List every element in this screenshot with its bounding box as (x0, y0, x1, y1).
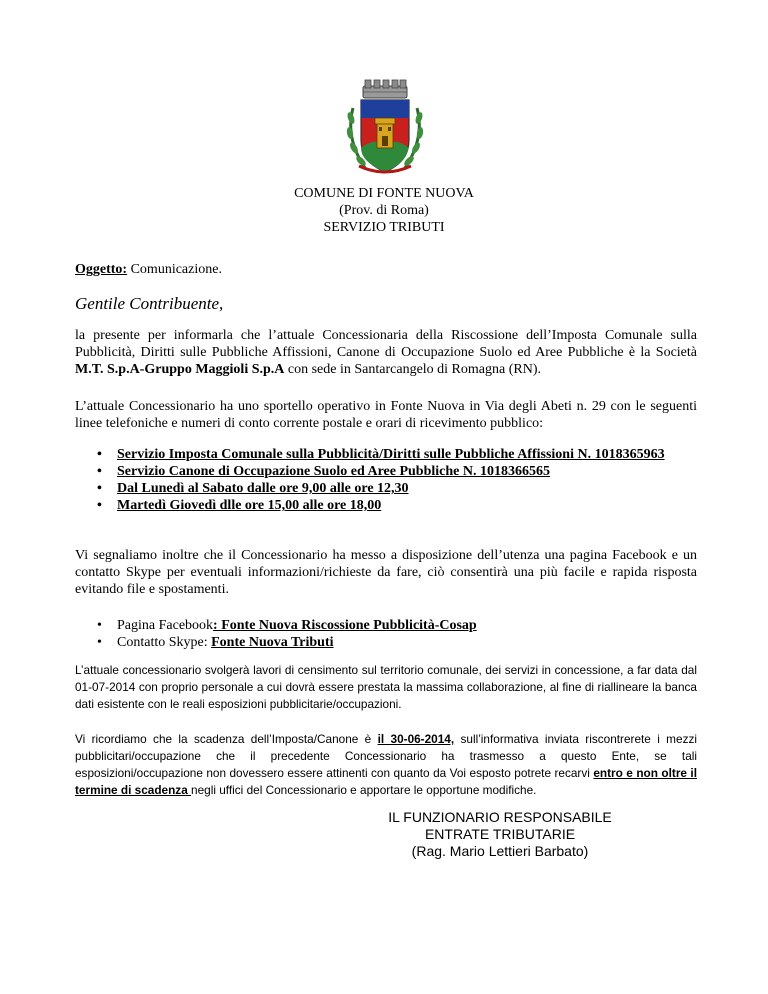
paragraph-concessionaire (75, 327, 697, 378)
subject-label: Oggetto: (75, 262, 128, 277)
bullet-icon: • (97, 464, 102, 479)
department-name: SERVIZIO TRIBUTI (323, 220, 445, 235)
list-item (75, 497, 675, 514)
greeting: Gentile Contribuente, (75, 294, 224, 313)
list-item-text: Servizio Canone di Occupazione Suolo ed Aree Pubbliche N. 1018366565 (117, 464, 550, 479)
bullet-icon: • (97, 635, 102, 650)
municipal-crest-logo (343, 78, 427, 178)
shield-icon (361, 100, 409, 172)
list-item-skype (75, 634, 575, 651)
paragraph-social: Vi segnaliamo inoltre che il Concessionario ha messo a disposizione dell’utenza una pagina Facebook e un contatto Skype per eventuali informazioni/richieste da fare, ciò consentirà una più facile e rapida risposta evitando file e spostamenti. (75, 548, 697, 597)
bullet-icon: • (97, 481, 102, 496)
list-item (75, 446, 675, 463)
paragraph-text: la presente per informarla che l’attuale Concessionaria della Riscossione dell’Imposta Comunale sulla Pubblicità, Diritti sulle Pubbliche Affissioni, Canone di Occupazione Suolo ed Aree Pubbliche è la Società (75, 328, 697, 360)
paragraph-text: negli uffici del Concessionario e apportare le opportune modifiche. (191, 783, 537, 797)
facebook-page-link[interactable]: : Fonte Nuova Riscossione Pubblicità-Cosap (213, 618, 477, 633)
province-name: (Prov. di Roma) (339, 203, 429, 218)
bullet-icon: • (97, 447, 102, 462)
paragraph-text: Vi ricordiamo che la scadenza dell’Imposta/Canone è (75, 732, 378, 746)
facebook-label: Pagina Facebook (117, 618, 214, 633)
bullet-icon: • (97, 498, 102, 513)
paragraph-text: sull’informativa inviata riscontrerete i mezzi pubblicitari/occupazione che il precedente Concessionario ha trasmesso a questo Ente, se tali esposizioni/occupazione non dovessero essere attinenti con quanto da Voi esposto potrete recarvi (75, 732, 697, 780)
municipality-name: COMUNE DI FONTE NUOVA (294, 186, 474, 201)
paragraph-office: L’attuale Concessionario ha uno sportello operativo in Fonte Nuova in Via degli Abeti n. 29 con le seguenti linee telefoniche e numeri di conto corrente postale e orari di ricevimento pubblico: (75, 399, 697, 431)
deadline-emphasis: entro e non oltre il termine di scadenza (75, 766, 697, 797)
social-list (75, 617, 575, 651)
list-item (75, 480, 675, 497)
paragraph-text: con sede in Santarcangelo di Romagna (RN). (284, 362, 541, 377)
bullet-icon: • (97, 618, 102, 633)
deadline-date: il 30-06-2014, (377, 732, 455, 746)
list-item-text: Servizio Imposta Comunale sulla Pubblicità/Diritti sulle Pubbliche Affissioni N. 1018365963 (117, 447, 665, 462)
signature-title: IL FUNZIONARIO RESPONSABILE (388, 809, 612, 825)
skype-label: Contatto Skype: (117, 635, 212, 650)
list-item-facebook (75, 617, 575, 634)
contacts-list (75, 446, 675, 514)
company-name: M.T. S.p.A-Gruppo Maggioli S.p.A (75, 362, 285, 377)
list-item (75, 463, 675, 480)
signature-name: (Rag. Mario Lettieri Barbato) (411, 843, 589, 859)
subject-value: Comunicazione. (127, 262, 222, 277)
list-item-text: Dal Lunedì al Sabato dalle ore 9,00 alle ore 12,30 (117, 481, 409, 496)
list-item-text: Martedì Giovedì dlle ore 15,00 alle ore 18,00 (117, 498, 382, 513)
signature-office: ENTRATE TRIBUTARIE (424, 826, 576, 842)
paragraph-census: L’attuale concessionario svolgerà lavori di censimento sul territorio comunale, dei servizi in concessione, a far data dal 01-07-2014 con proprio personale a cui dovrà essere prestata la massima collaborazione, al fine di riallineare la banca dati esistente con le reali esposizioni pubblicitarie/occupazioni. (75, 663, 697, 711)
skype-contact-link[interactable]: Fonte Nuova Tributi (211, 635, 334, 650)
crown-icon (363, 80, 407, 98)
paragraph-deadline (75, 731, 697, 799)
subject-line (75, 262, 222, 278)
